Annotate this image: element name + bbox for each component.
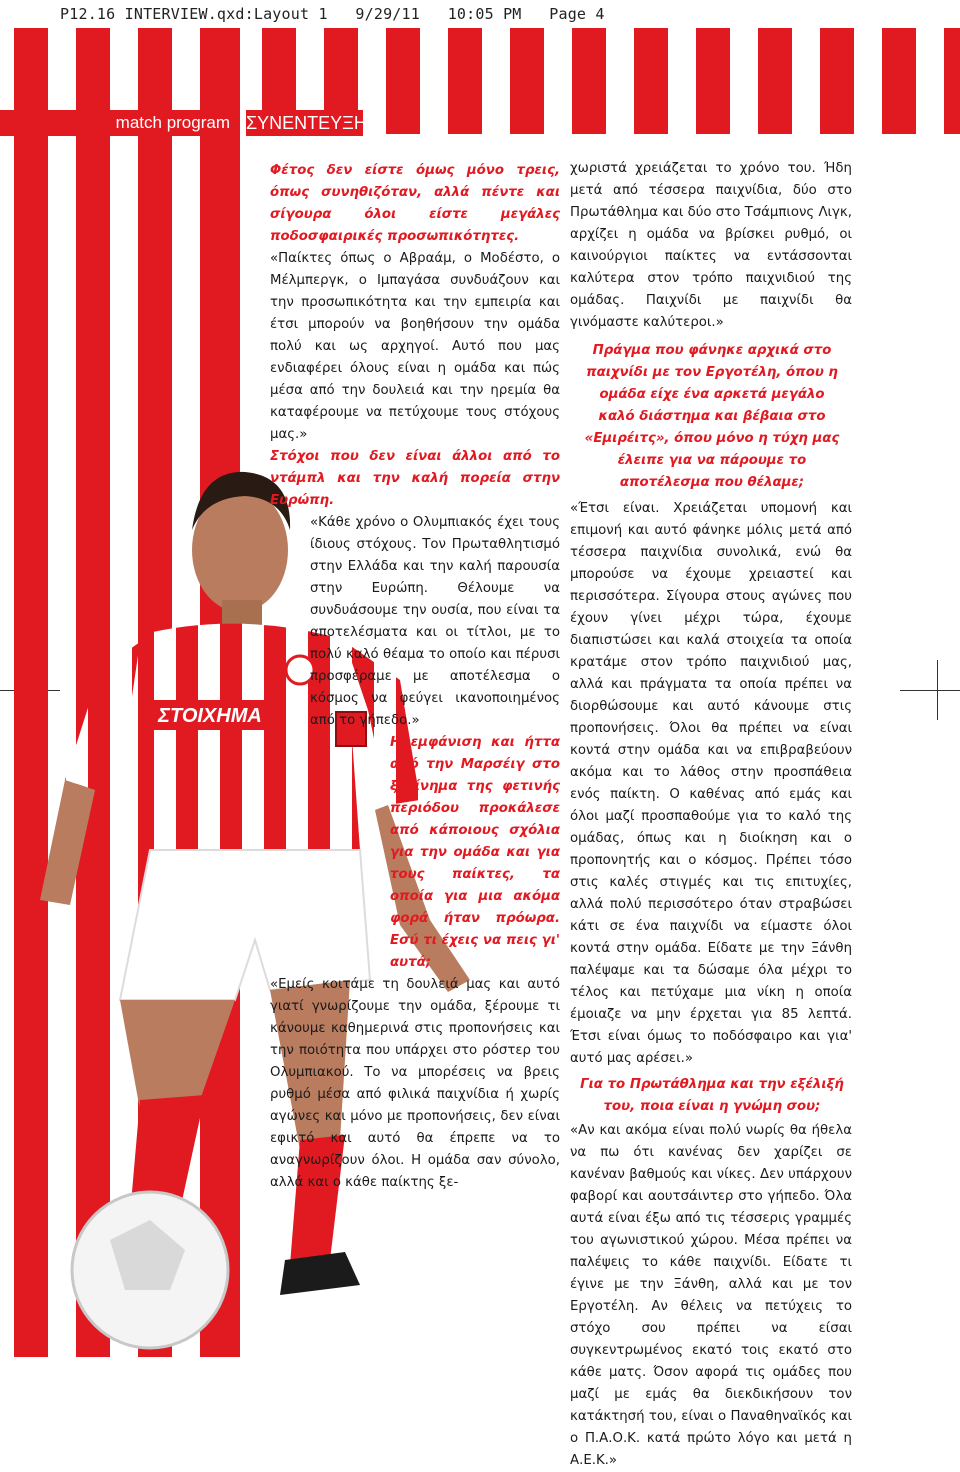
answer-1: «Παίκτες όπως ο Αβραάμ, ο Μοδέστο, ο Μέλμπεργκ, ο Ιμπαγάσα συνδυάζουν και την προσωπικότητα και την εμπειρία και έτσι μπορούν να βοηθήσουν την ομάδα πολύ και ως αρχηγοί. Αυτό που μας ενδιαφέρει όλους είναι η ομάδα και πώς μέσα από την δουλειά και την ηρεμία θα καταφέρουμε να πετύχουμε τους στόχους μας.» (270, 251, 560, 442)
crop-mark (900, 690, 960, 691)
answer-2: «Κάθε χρόνο ο Ολυμπιακός έχει τους ίδιους στόχους. Τον Πρωταθλητισμό στην Ελλάδα και την καλή παρουσία στην Ευρώπη. Θέλουμε να συνδυάσουμε την ουσία, που είναι τα αποτελέσματα και οι τίτλοι, με το πολύ καλό θέαμα το οποίο και πέρυσι προσφέραμε με αποτέλεσμα ο κόσμος να φεύγει ικανοποιημένος από το γήπεδο.» (310, 515, 560, 728)
question-5: Για το Πρωτάθλημα και την εξέλιξή του, ποια είναι η γνώμη σου; (580, 1077, 844, 1114)
crop-mark (937, 660, 938, 720)
question-4: Πράγμα που φάνηκε αρχικά στο παιχνίδι με τον Εργοτέλη, όπου η ομάδα είχε ένα αρκετά μεγάλο καλό διάστημα και βέβαια στο «Εμιρέιτς», όπου μόνο η τύχη μας έλειπε για να πάρουμε το αποτέλεσμα που θέλαμε; (584, 343, 840, 490)
question-3: Η εμφάνιση και ήττα από την Μαρσέιγ στο ξεκίνημα της φετινής περιόδου προκάλεσε από κάποιους σχόλια για την ομάδα και για τους παίκτες, τα οποία για μια ακόμα φορά ήταν πρόωρα. Εσύ τι έχεις να πεις γι' αυτά; (390, 735, 560, 970)
right-column (570, 158, 852, 1472)
print-slug: P12.16 INTERVIEW.qxd:Layout 1 9/29/11 10:05 PM Page 4 (60, 5, 605, 23)
question-1: Φέτος δεν είστε όμως μόνο τρεις, όπως συνηθιζόταν, αλλά πέντε και σίγουρα όλοι είστε μεγάλες ποδοσφαιρικές προσωπικότητες. (270, 163, 560, 244)
question-2: Στόχοι που δεν είναι άλλοι από το ντάμπλ και την καλή πορεία στην Ευρώπη. (270, 449, 560, 508)
answer-4: χωριστά χρειάζεται το χρόνο του. Ήδη μετά από τέσσερα παιχνίδια, δύο στο Πρωτάθλημα και δύο στο Τσάμπιονς Λιγκ, αρχίζει η ομάδα να βρίσκει ρυθμό, οι καινούργιοι παίκτες να εντάσσονται καλύτερα στον τρόπο παιχνιδιού της ομάδας. Παιχνίδι με παιχνίδι θα γινόμαστε καλύτεροι.» (570, 161, 852, 330)
category-label: ΣΥΝΕΝΤΕΥΞΗ (246, 110, 363, 136)
sponsor-text: ΣΤΟΙΧΗΜΑ (158, 705, 262, 727)
answer-5: «Έτσι είναι. Χρειάζεται υπομονή και επιμονή και αυτό φάνηκε μόλις μετά από τέσσερα παιχνίδια συνολικά, ενώ θα μπορούσε να έχουμε χρειαστεί και περισσότερα. Σίγουρα στους αγώνες που έχουν γίνει μέχρι τώρα, έχουμε διαπιστώσει και καλά στοιχεία τα οποία κρατάμε στον τρόπο παιχνιδιού μας, αλλά και πράγματα τα οποία πρέπει να διορθώσουμε και αυτό κάνουμε στις προπονήσεις. Όλοι θα πρέπει να είναι κοντά στην ομάδα και να επιβραβεύουν ακόμα και το λάθος στην προσπάθεια ενός παίκτη. Ο καθένας από εμάς και όλοι μαζί προσπαθούμε για το καλό της ομάδας, όπως και η διοίκηση και ο προπονητής και ο κόσμος. Πρέπει τόσο στις καλές στιγμές και τις επιτυχίες, αλλά πολύ περισσότερο όταν στραβώσει κάτι σε ένα παιχνίδι να είμαστε όλοι κοντά στην ομάδα. Είδατε με την Ξάνθη παλέψαμε και τα δώσαμε όλα μέχρι το τέλος και πετύχαμε μια νίκη η οποία έμοιαζε να μην έρχεται για 85 λεπτά. Έτσι είναι όμως το ποδόσφαιρο και για' αυτό μας αρέσει.» (570, 501, 852, 1066)
answer-3: «Εμείς κοιτάμε τη δουλειά μας και αυτό γιατί γνωρίζουμε την ομάδα, ξέρουμε τι κάνουμε καθημερινά στις προπονήσεις και την ποιότητα που υπάρχει στο ρόστερ του Ολυμπιακού. Το να μπορέσεις να βρεις ρυθμό μέσα από φιλικά παιχνίδια ή χωρίς αγώνες και μόνο με προπονήσεις, δεν είναι εφικτό και αυτό θα έπρεπε να το αναγνωρίζουν όλοι. Η ομάδα σαν σύνολο, αλλά και ο κάθε παίκτης ξε- (270, 977, 560, 1190)
middle-column (270, 160, 560, 1194)
section-label: match program (0, 110, 240, 136)
answer-6: «Αν και ακόμα είναι πολύ νωρίς θα ήθελα να πω ότι κανένας δεν χαρίζει σε κανέναν βαθμούς και νίκες. Δεν υπάρχουν φαβορί και αουτσάιντερ στο γήπεδο. Όλα αυτά είναι έξω από τις τέσσερις γραμμές του αγωνιστικού χώρου. Μέσα πρέπει να παλέψεις το κάθε παιχνίδι. Είδατε τι έγινε με την Ξάνθη, αλλά και με τον Εργοτέλη. Αν θέλεις να πετύχεις το στόχο σου πρέπει να είσαι συγκεντρωμένος εκατό τοις εκατό στο κάθε ματς. Όσον αφορά τις ομάδες που μαζί με εμάς θα διεκδικήσουν τον κατάκτησή του, είναι ο Παναθηναϊκός και ο Π.Α.Ο.Κ. κατά πρώτο λόγο και μετά η Α.Ε.Κ.» (570, 1123, 852, 1468)
